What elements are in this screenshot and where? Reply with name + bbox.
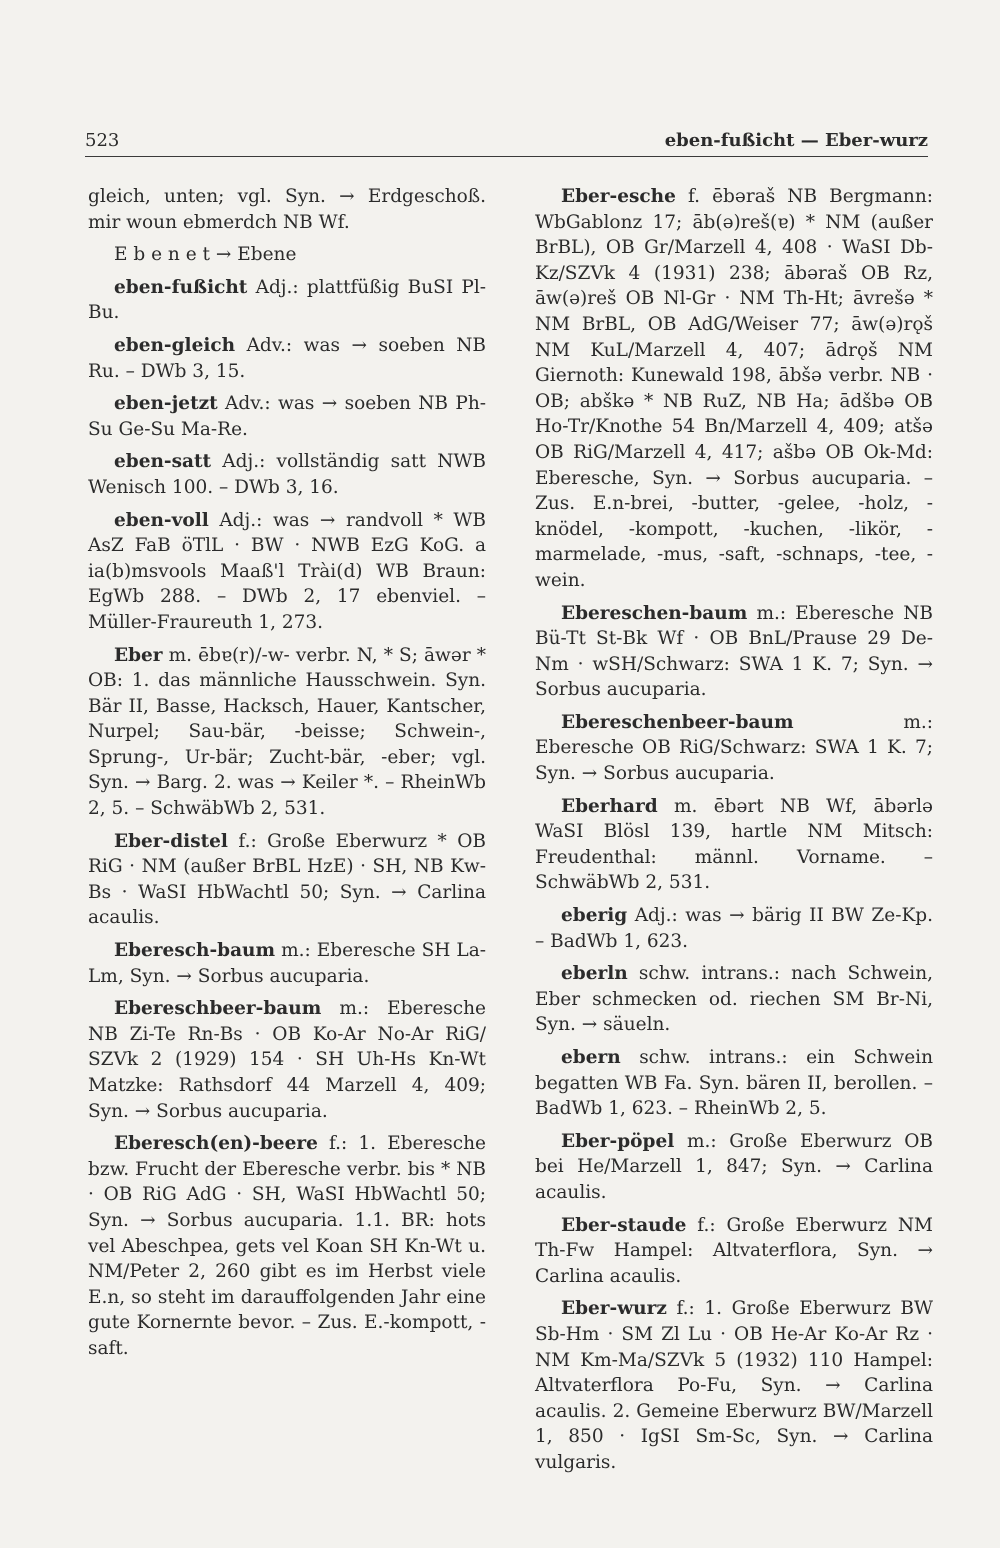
entry-body: f.: Große Eberwurz NM Th-Fw Hampel: Altvaterflora, Syn. → Carlina acaulis.	[535, 1214, 933, 1287]
entry-body: m.: Eberesche OB RiG/Schwarz: SWA 1 K. 7; Syn. → Sorbus aucuparia.	[535, 711, 933, 785]
entry-body: f. ēbəraš NB Bergmann: WbGablonz 17; āb(ə)reš(ɐ) * NM (außer BrBL), OB Gr/Marzell 4, 408 · WaSI Db-Kz/SZVk 4 (1931) 238; ābəraš OB Rz, āw(ə)reš OB Nl-Gr · NM Th-Ht; āvrešə * NM BrBL, OB AdG/Weiser 77; āw(ə)rǫš NM KuL/Marzell 4, 407; ādrǫš NM Giernoth: Kunewald 198, ābšə verbr. NB · OB; abškə * NB RuZ, NB Ha; ādšbə OB Ho-Tr/Knothe 54 Bn/Marzell 4, 409; atšə OB RiG/Marzell 4, 417; ašbə OB Ok-Md: Eberesche, Syn. → Sorbus aucuparia. – Zus. E.n-brei, -butter, -gelee, -holz, -knödel, -kompott, -kuchen, -likör, -marmelade, -mus, -saft, -schnaps, -tee, -wein.	[535, 186, 933, 591]
dictionary-entry	[535, 961, 933, 1038]
left-column	[88, 184, 486, 1369]
entry-body: m.: Eberesche NB Zi-Te Rn-Bs · OB Ko-Ar No-Ar RiG/ SZVk 2 (1929) 154 · SH Uh-Hs Kn-Wt Matzke: Rathsdorf 44 Marzell 4, 409; Syn. → Sorbus aucuparia.	[88, 998, 486, 1122]
dictionary-entry	[88, 242, 486, 268]
entry-body: gleich, unten; vgl. Syn. → Erdgeschoß. mir woun ebmerdch NB Wf.	[88, 186, 486, 233]
dictionary-entry	[88, 508, 486, 636]
dictionary-entry	[88, 643, 486, 822]
entry-lemma: eberig	[561, 905, 628, 927]
dictionary-entry	[535, 903, 933, 954]
dictionary-entry	[535, 1296, 933, 1475]
right-column	[535, 184, 933, 1483]
entry-body: Adj.: plattfüßig BuSI Pl-Bu.	[88, 276, 486, 324]
dictionary-entry	[88, 275, 486, 326]
dictionary-entry	[535, 1129, 933, 1206]
entry-body: m.: Eberesche SH La-Lm, Syn. → Sorbus aucuparia.	[88, 940, 486, 987]
entry-lemma: eben-satt	[114, 451, 212, 473]
entry-lemma: Eber	[114, 644, 163, 666]
entry-lemma: eberln	[561, 963, 628, 985]
dictionary-entry	[535, 1045, 933, 1122]
entry-body: E b e n e t → Ebene	[114, 244, 297, 266]
dictionary-entry	[535, 794, 933, 896]
dictionary-entry	[535, 601, 933, 703]
entry-lemma: Eber-pöpel	[561, 1130, 675, 1152]
entry-lemma: Ebereschenbeer-baum	[561, 711, 794, 733]
entry-lemma: eben-fußicht	[114, 276, 248, 298]
entry-body: f.: 1. Eberesche bzw. Frucht der Eberesche verbr. bis * NB · OB RiG AdG · SH, WaSI HbWachtl 50; Syn. → Sorbus aucuparia. 1.1. BR: hots vel Abeschpea, gets vel Koan SH Kn-Wt u. NM/Peter 2, 260 gibt es im Herbst viele E.n, so steht im darauffolgenden Jahr eine gute Kornernte bevor. – Zus. E.-kompott, -saft.	[88, 1133, 486, 1359]
entry-lemma: Eberesch(en)-beere	[114, 1133, 318, 1155]
entry-body: Adv.: was → soeben NB Ru. – DWb 3, 15.	[88, 334, 486, 382]
dictionary-entry	[535, 1213, 933, 1290]
entry-body: Adj.: was → bärig II BW Ze-Kp. – BadWb 1, 623.	[535, 905, 933, 952]
entry-body: Adj.: vollständig satt NWB Wenisch 100. – DWb 3, 16.	[88, 451, 486, 498]
header-rule	[85, 156, 928, 157]
dictionary-entry	[88, 333, 486, 384]
dictionary-entry	[88, 829, 486, 931]
entry-lemma: eben-voll	[114, 509, 209, 531]
entry-body: Adv.: was → soeben NB Ph-Su Ge-Su Ma-Re.	[88, 393, 486, 440]
entry-body: f.: Große Eberwurz * OB RiG · NM (außer BrBL HzE) · SH, NB Kw-Bs · WaSI HbWachtl 50; Syn. → Carlina acaulis.	[88, 830, 486, 929]
entry-body: Adj.: was → randvoll * WB AsZ FaB öTlL · BW · NWB EzG KoG. a ia(b)msvools Maaß'l Trài(d) WB Braun: EgWb 288. – DWb 2, 17 ebenviel. – Müller-Fraureuth 1, 273.	[88, 509, 486, 633]
entry-lemma: Eber-esche	[561, 186, 676, 207]
dictionary-entry	[535, 710, 933, 787]
entry-body: m. ēbɐ(r)/-w- verbr. N, * S; āwər * OB: 1. das männliche Hausschwein. Syn. Bär II, Basse, Hacksch, Hauer, Kantscher, Nurpel; Sau-bär, -beisse; Schwein-, Sprung-, Ur-bär; Zucht-bär, -eber; vgl. Syn. → Barg. 2. was → Keiler *. – RheinWb 2, 5. – SchwäbWb 2, 531.	[88, 644, 486, 820]
dictionary-entry	[88, 391, 486, 442]
dictionary-entry	[88, 1131, 486, 1361]
entry-body: schw. intrans.: ein Schwein begatten WB Fa. Syn. bären II, berollen. – BadWb 1, 623. – RheinWb 2, 5.	[535, 1047, 933, 1120]
running-title: eben-fußicht — Eber-wurz	[664, 130, 928, 151]
entry-body: m. ēbərt NB Wf, ābərlə WaSI Blösl 139, hartle NM Mitsch: Freudenthal: männl. Vorname. – SchwäbWb 2, 531.	[535, 795, 933, 894]
dictionary-entry	[88, 938, 486, 989]
entry-lemma: Eber-wurz	[561, 1298, 667, 1320]
page-header	[85, 126, 928, 156]
entry-body: f.: 1. Große Eberwurz BW Sb-Hm · SM Zl Lu · OB He-Ar Ko-Ar Rz · NM Km-Ma/SZVk 5 (1932) 110 Hampel: Altvaterflora Po-Fu, Syn. → Carlina acaulis. 2. Gemeine Eberwurz BW/Marzell 1, 850 · IgSI Sm-Sc, Syn. → Carlina vulgaris.	[535, 1298, 933, 1473]
entry-body: schw. intrans.: nach Schwein, Eber schmecken od. riechen SM Br-Ni, Syn. → säueln.	[535, 963, 933, 1036]
entry-lemma: Ebereschen-baum	[561, 602, 748, 624]
entry-lemma: Eber-staude	[561, 1214, 687, 1236]
entry-body: m.: Eberesche NB Bü-Tt St-Bk Wf · OB BnL/Prause 29 De-Nm · wSH/Schwarz: SWA 1 K. 7; Syn. → Sorbus aucuparia.	[535, 602, 933, 701]
entry-lemma: Eberesch-baum	[114, 940, 276, 962]
dictionary-entry	[88, 449, 486, 500]
entry-lemma: Eber-distel	[114, 830, 228, 852]
dictionary-entry	[88, 184, 486, 235]
page-number: 523	[85, 130, 120, 151]
entry-lemma: eben-jetzt	[114, 393, 218, 415]
dictionary-entry	[535, 184, 933, 594]
entry-lemma: Ebereschbeer-baum	[114, 998, 322, 1020]
dictionary-entry	[88, 996, 486, 1124]
entry-lemma: eben-gleich	[114, 334, 236, 356]
entry-lemma: Eberhard	[561, 795, 658, 817]
entry-body: m.: Große Eberwurz OB bei He/Marzell 1, 847; Syn. → Carlina acaulis.	[535, 1130, 933, 1203]
entry-lemma: ebern	[561, 1047, 621, 1068]
